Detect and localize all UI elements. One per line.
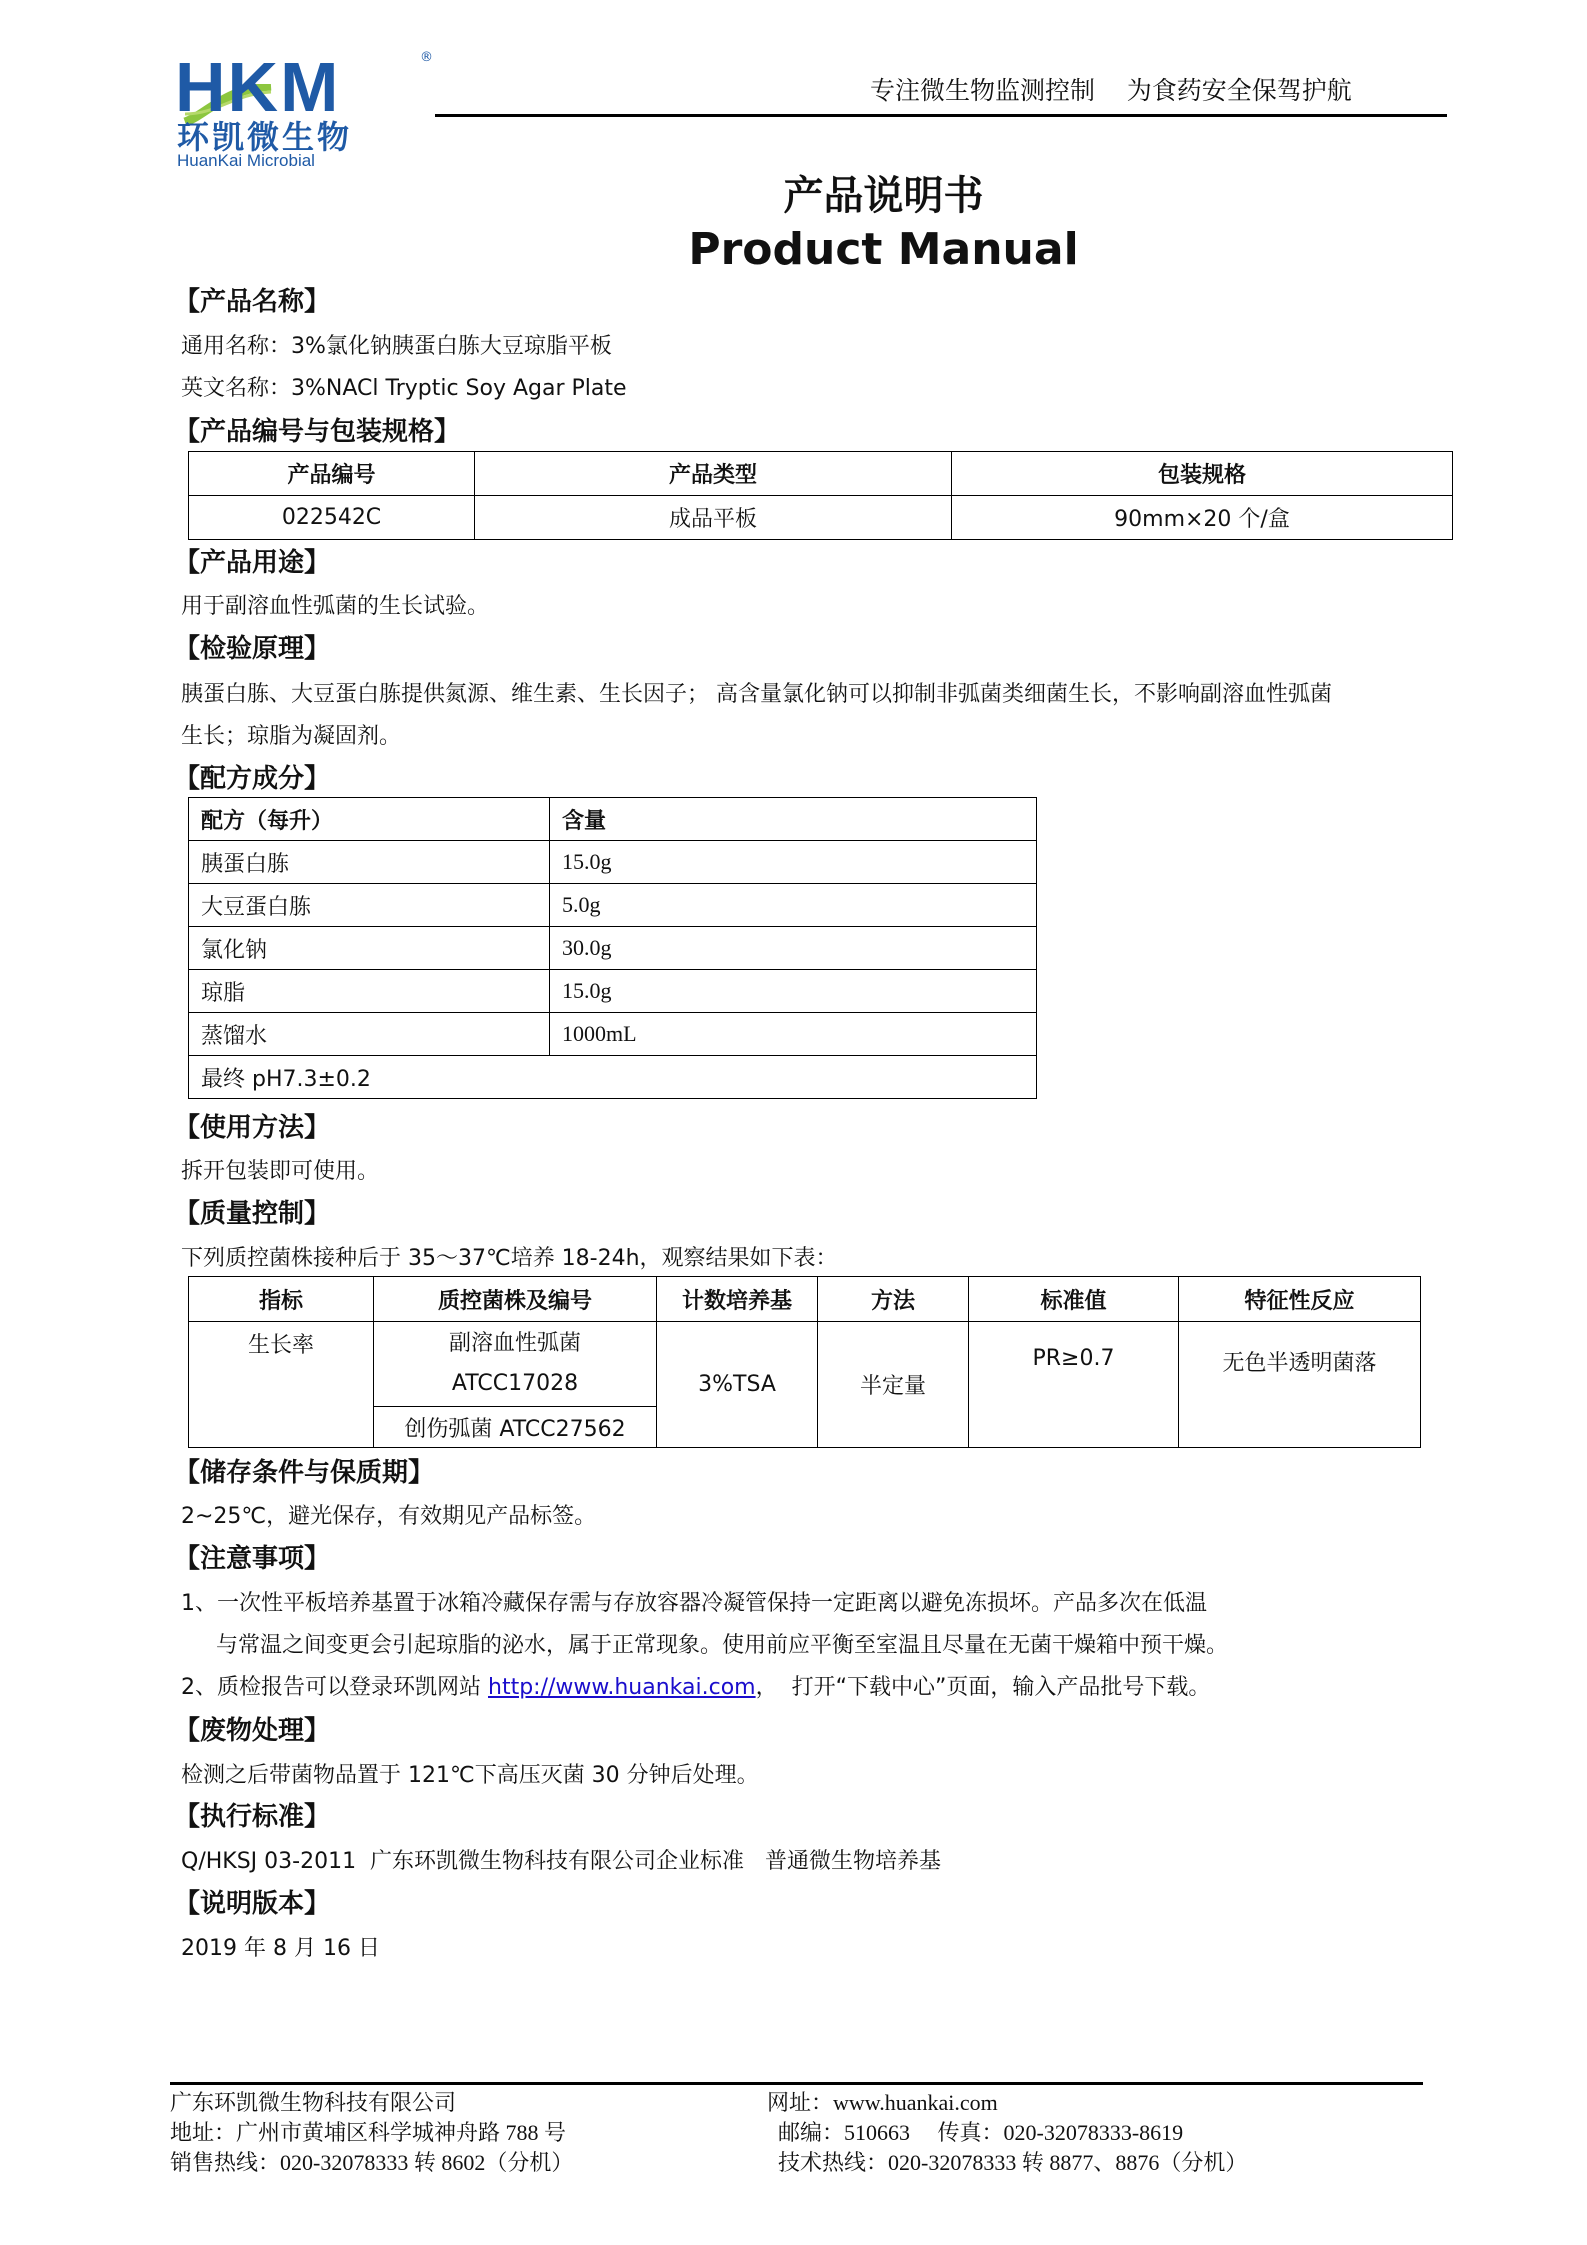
version-date: 2019 年 8 月 16 日 <box>181 1936 380 1961</box>
final-ph: 最终 pH7.3±0.2 <box>189 1056 1037 1099</box>
medium: 3%TSA <box>657 1322 818 1448</box>
package-table <box>188 451 1453 540</box>
section-heading-qc: 【质量控制】 <box>174 1199 331 1229</box>
table-row <box>189 1013 1037 1056</box>
package-spec: 90mm×20 个/盒 <box>952 496 1453 540</box>
table-header-row <box>189 1277 1421 1322</box>
amount: 1000mL <box>550 1013 1037 1056</box>
col-header: 配方（每升） <box>189 798 550 841</box>
strain-1 <box>374 1322 657 1407</box>
ingredient: 大豆蛋白胨 <box>189 884 550 927</box>
note-2-prefix: 2、质检报告可以登录环凯网站 <box>181 1675 488 1700</box>
section-heading-version: 【说明版本】 <box>174 1889 331 1919</box>
characteristic-reaction: 无色半透明菌落 <box>1179 1322 1421 1448</box>
section-heading-notes: 【注意事项】 <box>174 1544 331 1574</box>
table-row <box>189 1056 1037 1099</box>
ingredient: 胰蛋白胨 <box>189 841 550 884</box>
col-header: 包装规格 <box>952 452 1453 496</box>
col-header: 方法 <box>818 1277 969 1322</box>
note-2 <box>181 1673 1210 1703</box>
method: 半定量 <box>818 1322 969 1448</box>
logo-chinese-name: 环凯微生物 <box>177 118 353 156</box>
footer-divider <box>170 2082 1423 2085</box>
usage-text: 用于副溶血性弧菌的生长试验。 <box>181 594 490 619</box>
registered-mark: ® <box>420 50 433 65</box>
ingredient: 氯化钠 <box>189 927 550 970</box>
logo-wordmark: HKM <box>175 48 341 126</box>
amount: 15.0g <box>550 841 1037 884</box>
formula-table <box>188 797 1037 1099</box>
strain-2: 创伤弧菌 ATCC27562 <box>374 1407 657 1448</box>
principle-line-1: 胰蛋白胨、大豆蛋白胨提供氮源、维生素、生长因子； 高含量氯化钠可以抑制非弧菌类细菌生长，不影响副溶血性弧菌 <box>181 682 1332 707</box>
col-header: 计数培养基 <box>657 1277 818 1322</box>
table-row <box>189 1322 1421 1407</box>
product-code: 022542C <box>189 496 475 540</box>
col-header: 产品编号 <box>189 452 475 496</box>
ingredient: 琼脂 <box>189 970 550 1013</box>
standard-text: Q/HKSJ 03-2011 广东环凯微生物科技有限公司企业标准 普通微生物培养基 <box>181 1849 942 1874</box>
product-type: 成品平板 <box>475 496 952 540</box>
section-heading-product-name: 【产品名称】 <box>174 287 331 317</box>
amount: 15.0g <box>550 970 1037 1013</box>
strain-1-name: 副溶血性弧菌 <box>448 1331 581 1356</box>
footer-address: 地址：广州市黄埔区科学城神舟路 788 号 <box>170 2120 567 2145</box>
note-1-line-2: 与常温之间变更会引起琼脂的泌水，属于正常现象。使用前应平衡至室温且尽量在无菌干燥箱中预干燥。 <box>216 1633 1229 1658</box>
footer-postcode-fax: 邮编：510663 传真：020-32078333-8619 <box>778 2120 1184 2145</box>
table-header-row <box>189 798 1037 841</box>
table-row <box>189 884 1037 927</box>
col-header: 含量 <box>550 798 1037 841</box>
section-heading-waste: 【废物处理】 <box>174 1716 331 1746</box>
amount: 30.0g <box>550 927 1037 970</box>
standard-value: PR≥0.7 <box>969 1322 1179 1448</box>
qc-intro: 下列质控菌株接种后于 35～37℃培养 18-24h，观察结果如下表： <box>181 1246 838 1271</box>
english-name: 英文名称：3%NACl Tryptic Soy Agar Plate <box>181 376 627 401</box>
principle-line-2: 生长；琼脂为凝固剂。 <box>181 724 402 749</box>
indicator: 生长率 <box>189 1322 374 1448</box>
waste-text: 检测之后带菌物品置于 121℃下高压灭菌 30 分钟后处理。 <box>181 1763 759 1788</box>
storage-text: 2~25℃，避光保存，有效期见产品标签。 <box>181 1504 597 1529</box>
ingredient: 蒸馏水 <box>189 1013 550 1056</box>
section-heading-standard: 【执行标准】 <box>174 1802 331 1832</box>
website-link[interactable]: http://www.huankai.com <box>488 1675 756 1700</box>
header-divider <box>435 114 1447 117</box>
amount: 5.0g <box>550 884 1037 927</box>
note-2-suffix: ， 打开“下载中心”页面，输入产品批号下载。 <box>755 1675 1211 1700</box>
section-heading-package: 【产品编号与包装规格】 <box>174 417 461 447</box>
company-logo <box>175 48 435 170</box>
method-text: 拆开包装即可使用。 <box>181 1159 380 1184</box>
table-row <box>189 927 1037 970</box>
document-title-en: Product Manual <box>688 224 1079 275</box>
footer-company: 广东环凯微生物科技有限公司 <box>170 2090 457 2115</box>
footer-website: 网址：www.huankai.com <box>767 2090 998 2115</box>
common-name: 通用名称：3%氯化钠胰蛋白胨大豆琼脂平板 <box>181 334 612 359</box>
table-row <box>189 841 1037 884</box>
logo-english-name: HuanKai Microbial <box>177 151 315 170</box>
section-heading-storage: 【储存条件与保质期】 <box>174 1458 435 1488</box>
footer-sales-hotline: 销售热线：020-32078333 转 8602（分机） <box>170 2150 574 2175</box>
header-slogan: 专注微生物监测控制 为食药安全保驾护航 <box>870 76 1352 105</box>
section-heading-principle: 【检验原理】 <box>174 634 331 664</box>
col-header: 标准值 <box>969 1277 1179 1322</box>
strain-1-code: ATCC17028 <box>451 1371 579 1396</box>
col-header: 特征性反应 <box>1179 1277 1421 1322</box>
section-heading-formula: 【配方成分】 <box>174 764 331 794</box>
note-1-line-1: 1、一次性平板培养基置于冰箱冷藏保存需与存放容器冷凝管保持一定距离以避免冻损坏。产品多次在低温 <box>181 1591 1208 1616</box>
section-heading-usage: 【产品用途】 <box>174 548 331 578</box>
document-title-cn: 产品说明书 <box>783 173 984 219</box>
col-header: 质控菌株及编号 <box>374 1277 657 1322</box>
col-header: 指标 <box>189 1277 374 1322</box>
table-header-row <box>189 452 1453 496</box>
qc-table <box>188 1276 1421 1448</box>
table-row <box>189 496 1453 540</box>
section-heading-method: 【使用方法】 <box>174 1113 331 1143</box>
footer-tech-hotline: 技术热线：020-32078333 转 8877、8876（分机） <box>778 2150 1248 2175</box>
col-header: 产品类型 <box>475 452 952 496</box>
table-row <box>189 970 1037 1013</box>
